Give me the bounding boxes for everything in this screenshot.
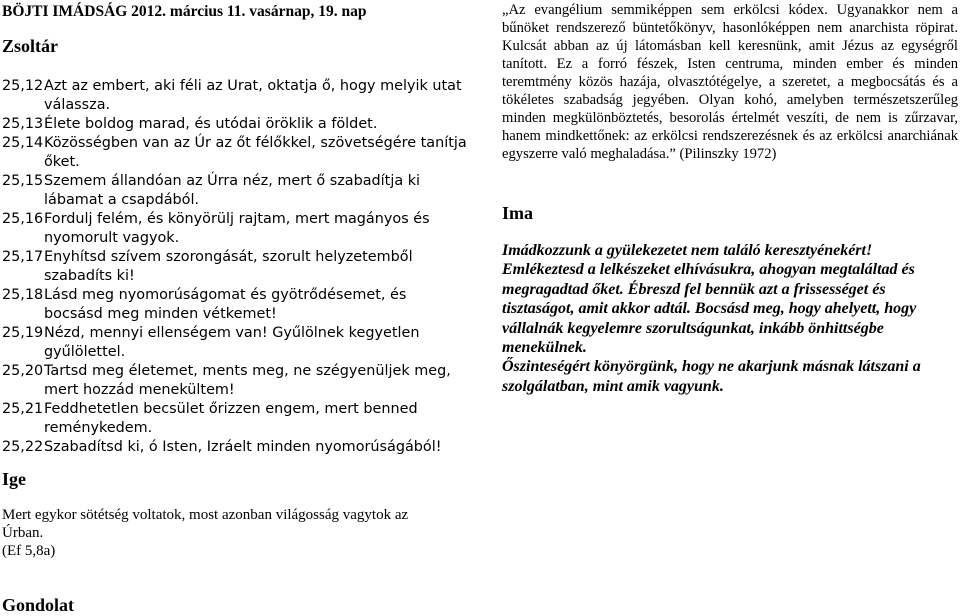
verse-text: Fordulj felém, és könyörülj rajtam, mert magányos és nyomorult vagyok. (44, 211, 430, 246)
psalm-verses (2, 77, 468, 457)
gondolat-heading: Gondolat (2, 595, 75, 615)
quote-text: „Az evangélium semmiképpen sem erkölcsi kódex. Ugyanakkor nem a bűnöket rendszerező büntetőkönyv, hasonlóképpen nem anarchista röpirat. Kulcsát abban az új látomásban kell keresnünk, amit Jézus az egységről tanított. Ez a forró fészek, Isten centruma, minden ember és minden teremtmény közös hazája, olvasztótégelye, a szeretet, a megbocsátás és a tökéletes szabadság jegyében. Olyan kohó, amelyben természetszerűleg minden megkülönböztetés, besorolás értelmét veszíti, de nem is zűrzavar, hanem mindkettőnek: az erkölcsi rendszerezésnek és az erkölcsi anarchiának egyszerre való meghaladása.” (502, 2, 958, 162)
verse-number: 25,16 (2, 211, 44, 227)
psalm-verse (2, 115, 468, 134)
ige-reference: (Ef 5,8a) (2, 543, 56, 559)
psalm-verse (2, 172, 468, 210)
prayer-paragraph: Őszinteségért könyörgünk, hogy ne akarjunk másnak látszani a szolgálatban, mint amik vagyunk. (502, 358, 921, 395)
verse-number: 25,12 (2, 78, 44, 94)
psalm-heading: Zsoltár (2, 36, 58, 56)
verse-text: Szabadítsd ki, ó Isten, Izráelt minden nyomorúságából! (44, 439, 442, 455)
verse-text: Közösségben van az Úr az őt félőkkel, szövetségére tanítja őket. (44, 135, 467, 170)
verse-text: Tartsd meg életemet, ments meg, ne szégyenüljek meg, mert hozzád menekültem! (44, 363, 451, 398)
psalm-verse (2, 210, 468, 248)
verse-number: 25,19 (2, 325, 44, 341)
prayer-paragraph: Imádkozzunk a gyülekezetet nem találó keresztyénekért! (502, 242, 873, 259)
verse-text: Azt az embert, aki féli az Urat, oktatja ő, hogy melyik utat válassza. (44, 78, 462, 113)
verse-text: Lásd meg nyomorúságomat és gyötrődésemet, és bocsásd meg minden vétkemet! (44, 287, 407, 322)
verse-number: 25,22 (2, 439, 44, 455)
ige-passage (2, 506, 452, 560)
verse-number: 25,20 (2, 363, 44, 379)
verse-number: 25,15 (2, 173, 44, 189)
ima-heading: Ima (502, 203, 533, 223)
psalm-verse (2, 286, 468, 324)
psalm-verse (2, 134, 468, 172)
verse-number: 25,14 (2, 135, 44, 151)
page-header: BÖJTI IMÁDSÁG 2012. március 11. vasárnap, 19. nap (2, 3, 367, 20)
quote-source: (Pilinszky 1972) (679, 146, 777, 162)
psalm-verse (2, 438, 468, 457)
verse-number: 25,18 (2, 287, 44, 303)
verse-number: 25,13 (2, 116, 44, 132)
verse-text: Szemem állandóan az Úrra néz, mert ő szabadítja ki lábamat a csapdából. (44, 173, 421, 208)
verse-text: Feddhetetlen becsület őrizzen engem, mert benned reménykedem. (44, 401, 418, 436)
psalm-verse (2, 77, 468, 115)
psalm-verse (2, 400, 468, 438)
psalm-verse (2, 324, 468, 362)
gondolat-quote (502, 1, 958, 163)
verse-text: Nézd, mennyi ellenségem van! Gyűlölnek kegyetlen gyűlölettel. (44, 325, 420, 360)
prayer-paragraph: Emlékeztesd a lelkészeket elhívásukra, ahogyan megtaláltad és megragadtad őket. Ébreszd fel bennük azt a frissességet és tisztaságot, amit akkor adtál. Bocsásd meg, hogy ahelyett, hogy vállalnák kegyelemre szorultságunkat, inkább önhittségbe menekülnek. (502, 261, 917, 357)
psalm-verse (2, 362, 468, 400)
verse-number: 25,17 (2, 249, 44, 265)
verse-number: 25,21 (2, 401, 44, 417)
prayer-text (502, 241, 958, 396)
verse-text: Enyhítsd szívem szorongását, szorult helyzetemből szabadíts ki! (44, 249, 413, 284)
verse-text: Élete boldog marad, és utódai öröklik a földet. (44, 116, 378, 132)
ige-text: Mert egykor sötétség voltatok, most azonban világosság vagytok az Úrban. (2, 507, 409, 541)
psalm-verse (2, 248, 468, 286)
ige-heading: Ige (2, 469, 26, 489)
